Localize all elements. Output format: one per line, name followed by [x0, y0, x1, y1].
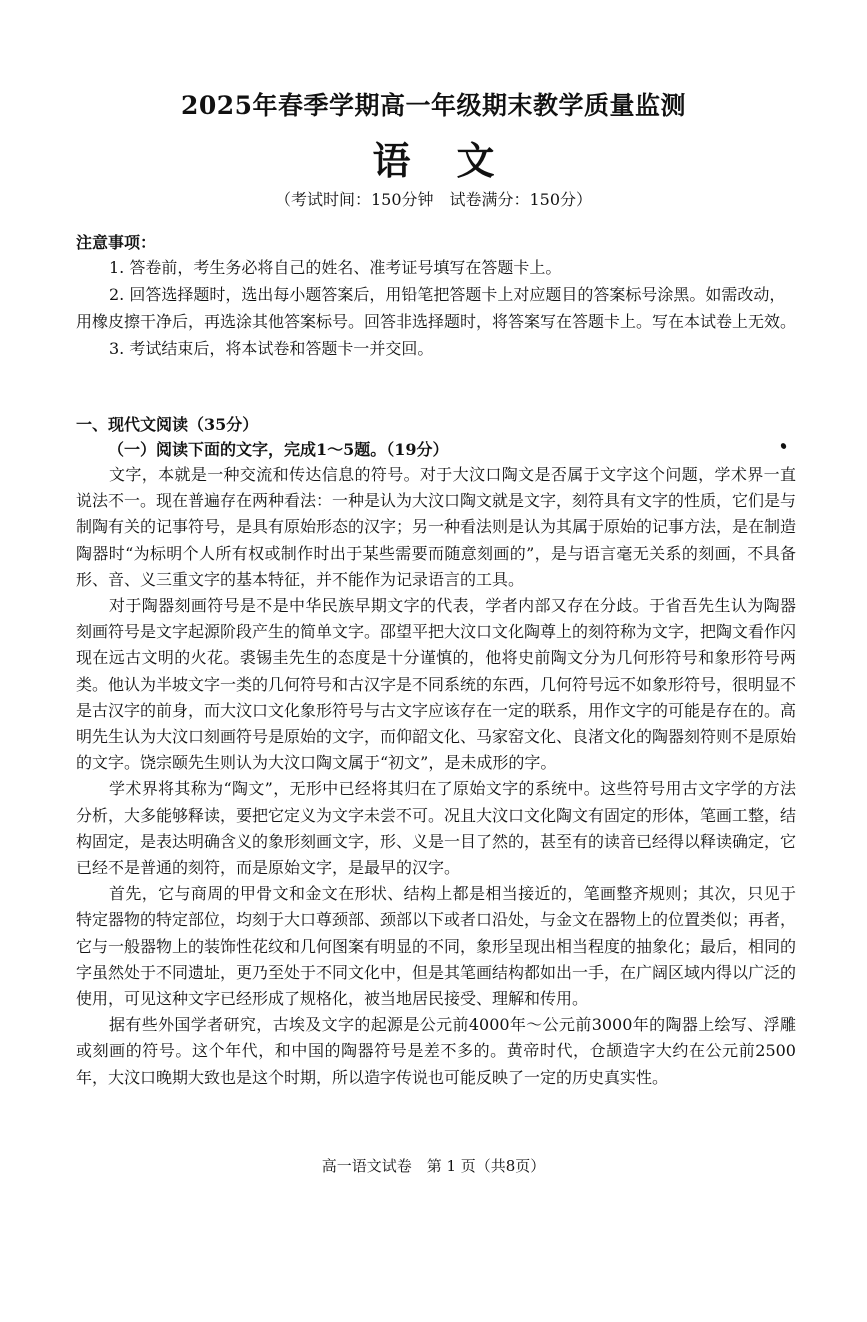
notice-heading: 注意事项： [76, 233, 157, 252]
reading-passage [76, 462, 796, 1091]
passage-paragraph: 文字，本就是一种交流和传达信息的符号。对于大汶口陶文是否属于文字这个问题，学术界一直说法不一。现在普遍存在两种看法：一种是认为大汶口陶文就是文字，刻符具有文字的性质，它们是与制陶有关的记事符号，是具有原始形态的汉字；另一种看法则是认为其属于原始的记事方法，是在制造陶器时“为标明个人所有权或制作时出于某些需要而随意刻画的”，是与语言毫无关系的刻画，不具备形、音、义三重文字的基本特征，并不能作为记录语言的工具。 [76, 465, 797, 589]
notice-item: 2. 回答选择题时，选出每小题答案后，用铅笔把答题卡上对应题目的答案标号涂黑。如需改动，用橡皮擦干净后，再选涂其他答案标号。回答非选择题时，将答案写在答题卡上。写在本试卷上无效。 [76, 285, 797, 331]
passage-paragraph: 据有些外国学者研究，古埃及文字的起源是公元前4000年～公元前3000年的陶器上绘写、浮雕或刻画的符号。这个年代，和中国的陶器符号是差不多的。黄帝时代，仓颉造字大约在公元前2500年，大汶口晚期大致也是这个时期，所以造字传说也可能反映了一定的历史真实性。 [76, 1015, 796, 1087]
notice-item: 3. 考试结束后，将本试卷和答题卡一并交回。 [109, 339, 434, 358]
subject-title: 语文 [372, 138, 541, 183]
section-heading: 一、现代文阅读（35分） [76, 415, 259, 434]
subsection-heading: （一）阅读下面的文字，完成1～5题。（19分） [108, 440, 449, 459]
passage-paragraph: 对于陶器刻画符号是不是中华民族早期文字的代表，学者内部又存在分歧。于省吾先生认为陶器刻画符号是文字起源阶段产生的简单文字。邵望平把大汶口文化陶尊上的刻符称为文字，把陶文看作闪现在远古文明的火花。裘锡圭先生的态度是十分谨慎的，他将史前陶文分为几何形符号和象形符号两类。他认为半坡文字一类的几何符号和古汉字是不同系统的东西，几何符号远不如象形符号，很明显不是古汉字的前身，而大汶口文化象形符号与古文字应该存在一定的联系，用作文字的可能是存在的。高明先生认为大汶口刻画符号是原始的文字，而仰韶文化、马家窑文化、良渚文化的陶器刻符则不是原始的文字。饶宗颐先生则认为大汶口陶文属于“初文”，是未成形的字。 [76, 596, 797, 773]
ink-dot [780, 442, 787, 450]
exam-title: 2025年春季学期高一年级期末教学质量监测 [180, 91, 687, 120]
passage-paragraph: 首先，它与商周的甲骨文和金文在形状、结构上都是相当接近的，笔画整齐规则；其次，只见于特定器物的特定部位，均刻于大口尊颈部、颈部以下或者口沿处，与金文在器物上的位置类似；再者，它与一般器物上的装饰性花纹和几何图案有明显的不同，象形呈现出相当程度的抽象化；最后，相同的字虽然处于不同遗址，更乃至处于不同文化中，但是其笔画结构都如出一手，在广阔区域内得以广泛的使用，可见这种文字已经形成了规格化，被当地居民接受、理解和传用。 [76, 884, 797, 1009]
passage-paragraph: 学术界将其称为“陶文”，无形中已经将其归在了原始文字的系统中。这些符号用古文字学的方法分析，大多能够释读，要把它定义为文字未尝不可。况且大汶口文化陶文有固定的形体，笔画工整，结构固定，是表达明确含义的象形刻画文字，形、义是一目了然的，甚至有的读音已经得以释读确定，它已经不是普通的刻符，而是原始文字，是最早的汉字。 [76, 779, 797, 878]
notice-list [76, 254, 796, 362]
page-footer: 高一语文试卷 第 1 页（共8页） [321, 1157, 546, 1175]
notice-item: 1. 答卷前，考生务必将自己的姓名、准考证号填写在答题卡上。 [109, 258, 562, 277]
exam-meta: （考试时间：150分钟 试卷满分：150分） [274, 190, 593, 209]
